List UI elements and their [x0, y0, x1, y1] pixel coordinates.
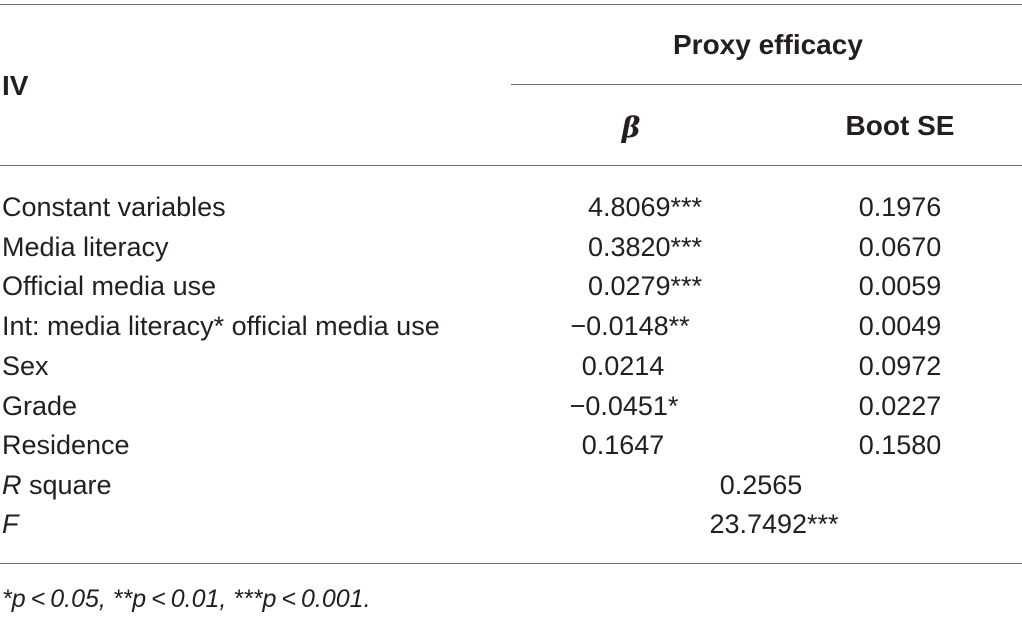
beta-value: 0.0279*** — [587, 271, 703, 301]
r-square-label — [2, 469, 112, 501]
row-label: Int: media literacy* official media use — [2, 311, 440, 341]
r-square-text: square — [21, 470, 112, 500]
se-value: 0.0227 — [858, 391, 942, 421]
beta-value: 4.8069*** — [587, 192, 703, 222]
row-label: Constant variables — [2, 192, 226, 222]
group-rule — [511, 84, 1022, 85]
significance-footnote: *p < 0.05, **p < 0.01, ***p < 0.001. — [2, 585, 371, 613]
se-value: 0.0049 — [858, 311, 942, 341]
row-label: Grade — [2, 391, 78, 421]
row-label: Residence — [2, 430, 130, 460]
boot-se-column-header: Boot SE — [845, 110, 955, 141]
se-value: 0.0059 — [858, 271, 942, 301]
header-rule — [0, 165, 1022, 166]
se-value: 0.0972 — [858, 351, 942, 381]
beta-value: 0.1647 — [581, 430, 665, 460]
top-rule — [0, 4, 1022, 5]
beta-value: 0.0214 — [581, 351, 665, 381]
se-value: 0.1580 — [858, 430, 942, 460]
row-label: Sex — [2, 351, 49, 381]
row-label: Official media use — [2, 271, 217, 301]
bottom-rule — [0, 563, 1022, 564]
iv-header: IV — [2, 70, 29, 101]
se-value: 0.0670 — [858, 232, 942, 262]
proxy-efficacy-header: Proxy efficacy — [673, 29, 863, 60]
f-value: 23.7492*** — [709, 509, 839, 539]
se-value: 0.1976 — [858, 192, 942, 222]
r-symbol: R — [2, 470, 22, 500]
f-label: F — [2, 509, 19, 539]
beta-value: −0.0451* — [569, 391, 679, 421]
beta-column-header: β — [621, 111, 641, 144]
row-label: Media literacy — [2, 232, 169, 262]
beta-value: 0.3820*** — [587, 232, 703, 262]
r-square-value: 0.2565 — [719, 470, 803, 500]
beta-value: −0.0148** — [570, 311, 690, 341]
